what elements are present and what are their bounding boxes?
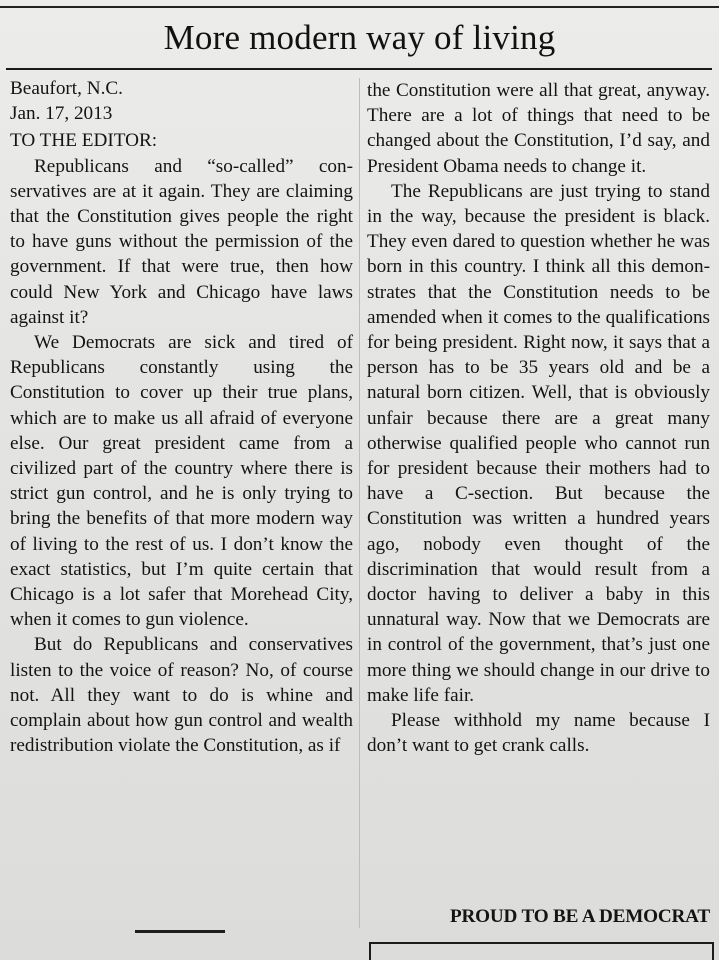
next-article-box-edge xyxy=(369,942,714,960)
paragraph-3: But do Republicans and conservatives listen to the voice of reason? No, of course not. All they want to do is whine and complain about how gun control and wealth redistribution violate the Constitution, as if xyxy=(10,634,353,757)
paragraph-6: Please withhold my name because I don’t want to get crank calls. xyxy=(367,710,710,757)
column-divider xyxy=(359,78,360,928)
dateline-place: Beaufort, N.C. xyxy=(10,78,123,99)
end-of-letter-dash xyxy=(135,930,225,933)
paragraph-1: Republicans and “so-called” conservatives are at it again. They are claiming that the Constitution gives people the right to have guns without the permission of the government. If that were true, then how could New York and Chicago have laws against it? xyxy=(10,155,353,328)
salutation: TO THE EDITOR: xyxy=(10,130,158,152)
dateline-date: Jan. 17, 2013 xyxy=(10,103,113,125)
top-rule xyxy=(0,0,719,8)
headline: More modern way of living xyxy=(163,18,556,57)
paragraph-2: We Democrats are sick and tired of Republicans constantly using the Constitution to cover up their true plans, which are to make us all afraid of everyone else. Our great president came from a civilized part of the country where there is strict gun control, and he is only trying to bring the benefits of that more modern way of living to the rest of us. I don’t know the exact statistics, but I’m quite certain that Chicago is a lot safer that Morehead City, when it comes to gun violence. xyxy=(10,332,353,631)
left-column xyxy=(10,76,353,758)
right-column xyxy=(367,78,710,758)
paragraph-4: the Constitution were all that great, anyway. There are a lot of things that need to be changed about the Constitution, I’d say, and President Obama needs to change it. xyxy=(367,80,710,177)
paragraph-5: The Republicans are just trying to stand in the way, because the president is black. They even dared to question whether he was born in this country. I think all this demonstrates that the Constitution needs to be amended when it comes to the qualifications for being president. Right now, it says that a person has to be 35 years old and be a natural born citizen. Well, that is obviously unfair because there are a great many otherwise qualified people who cannot run for president because their mothers had to have a C-section. But because the Constitution was written a hundred years ago, nobody even thought of the discrimination that would result from a doctor having to deliver a baby in this unnatural way. Now that we Democrats are in control of the government, that’s just one more thing we should change in our drive to make life fair. xyxy=(367,180,710,706)
signature: PROUD TO BE A DEMOCRAT xyxy=(450,906,710,927)
headline-rule xyxy=(6,68,712,70)
